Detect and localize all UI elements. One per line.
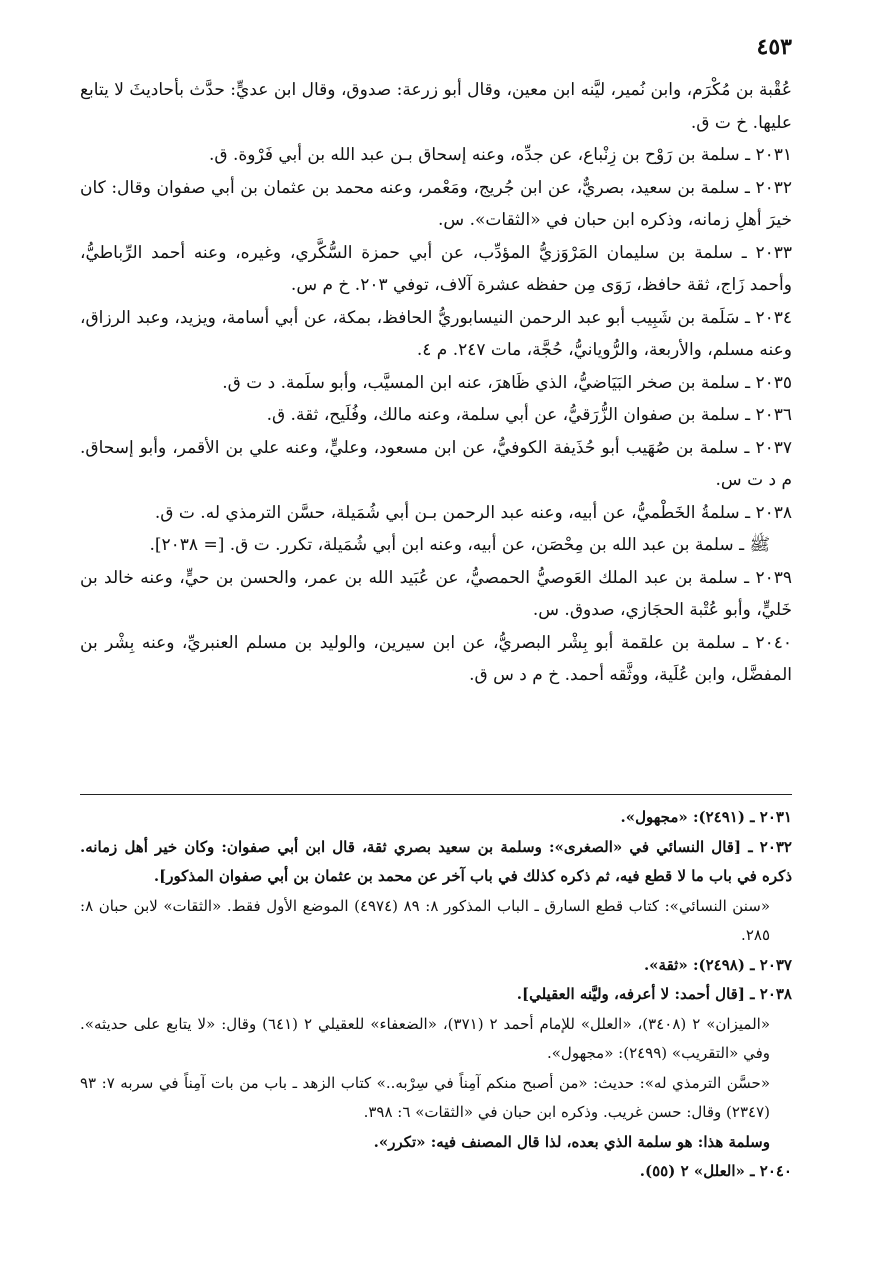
entry-2038: ٢٠٣٨ ـ سلمةُ الخَطْميُّ، عن أبيه، وعنه عبد الرحمن بـن أبي شُمَيلة، حسَّن الترمذي له. ت ق. <box>154 502 792 523</box>
note-2040: ٢٠٤٠ ـ «العلل» ٢ (٥٥). <box>639 1162 792 1180</box>
entry-2035: ٢٠٣٥ ـ سلمة بن صخر البَيَاضيُّ، الذي ظَاهرَ، عنه ابن المسيَّب، وأبو سلَمة. د ت ق. <box>222 372 792 393</box>
note-2038-sources: «الميزان» ٢ (٣٤٠٨)، «العلل» للإمام أحمد ٢ (٣٧١)، «الضعفاء» للعقيلي ٢ (٦٤١) وقال: «لا يتابع على حديثه». وفي «التقريب» (٢٤٩٩): «مجهول». <box>80 1014 770 1062</box>
note-2031: ٢٠٣١ ـ (٢٤٩١): «مجهول». <box>620 808 792 826</box>
entry-2034: ٢٠٣٤ ـ سَلَمة بن شَبِيب أبو عبد الرحمن النيسابوريُّ الحافظ، بمكة، عن أبي أسامة، ويزيد، وعبد الرزاق، وعنه مسلم، والأربعة، والرُّويانيُّ، حُجَّة، مات ٢٤٧. م ٤. <box>80 307 792 360</box>
entry-2038-dup: ﷺ ـ سلمة بن عبد الله بن مِحْصَن، عن أبيه، وعنه ابن أبي شُمَيلة، تكرر. ت ق. [= ٢٠٣٨]. <box>149 535 770 555</box>
note-2038-remark: وسلمة هذا: هو سلمة الذي بعده، لذا قال المصنف فيه: «تكرر». <box>373 1132 770 1151</box>
entry-2039: ٢٠٣٩ ـ سلمة بن عبد الملك العَوصيُّ الحمصيُّ، عن عُبَيد الله بن عمر، والحسن بن حيٍّ، وعنه خالد بن خَليٍّ، وأبو عُتْبة الحجَازي، صدوق. س. <box>80 567 792 620</box>
note-2037: ٢٠٣٧ ـ (٢٤٩٨): «ثقة». <box>643 955 792 974</box>
entry-2036: ٢٠٣٦ ـ سلمة بن صفوان الزُّرَقيُّ، عن أبي سلمة، وعنه مالك، وفُلَيح، ثقة. ق. <box>266 405 792 425</box>
note-2038: ٢٠٣٨ ـ [قال أحمد: لا أعرفه، وليَّنه العقيلي]. <box>516 985 792 1003</box>
main-text <box>80 74 792 692</box>
note-2032-source: «سنن النسائي»: كتاب قطع السارق ـ الباب المذكور ٨: ٨٩ (٤٩٧٤) الموضع الأول فقط. «الثقات» لابن حبان ٨: ٢٨٥. <box>80 896 771 944</box>
entry-continuation: عُقْبة بن مُكْرَم، وابن نُمير، ليَّنه ابن معين، وقال أبو زرعة: صدوق، وقال ابن عديٍّ: حدَّث بأحاديثَ لا يتابع عليها. خ ت ق. <box>80 80 792 133</box>
entry-2037: ٢٠٣٧ ـ سلمة بن صُهَيب أبو حُذَيفة الكوفيُّ، عن ابن مسعود، وعليٍّ، وعنه علي بن الأقمر، وأبو إسحاق. م د ت س. <box>80 437 792 490</box>
entry-2033: ٢٠٣٣ ـ سلمة بن سليمان المَرْوَزيُّ المؤدِّب، عن أبي حمزة السُّكَّري، وغيره، وعنه أحمد الرِّباطيُّ، وأحمد زَاج، ثقة حافظ، رَوَى مِن حفظه عشرة آلاف، توفي ٢٠٣. خ م س. <box>80 242 792 295</box>
note-2038-tirmidhi: «حسَّن الترمذي له»: حديث: «من أصبح منكم آمِناً في سِرْبه..» كتاب الزهد ـ باب من بات آمِناً في سربه ٧: ٩٣ (٢٣٤٧) وقال: حسن غريب. وذكره ابن حبان في «الثقات» ٦: ٣٩٨. <box>80 1073 770 1121</box>
page-number: ٤٥٣ <box>756 34 792 60</box>
entry-2031: ٢٠٣١ ـ سلمة بن رَوْح بن زِنْباع، عن جدِّه، وعنه إسحاق بـن عبد الله بن أبي فَرْوة. ق. <box>208 145 792 165</box>
note-2032: ٢٠٣٢ ـ [قال النسائي في «الصغرى»: وسلمة بن سعيد بصري ثقة، قال ابن أبي صفوان: وكان خير أهل زمانه. ذكره في باب ما لا قطع فيه، ثم ذكره كذلك في باب آخر عن محمد بن عثمان بن أبي صفوان المذكور]. <box>80 837 792 885</box>
entry-2040: ٢٠٤٠ ـ سلمة بن علقمة أبو بِشْر البصريُّ، عن ابن سيرين، والوليد بن مسلم العنبريِّ، وعنه بِشْر بن المفضَّل، وابن عُلَية، ووثَّقه أحمد. خ م د س ق. <box>80 632 792 685</box>
entry-2032: ٢٠٣٢ ـ سلمة بن سعيد، بصريٌّ، عن ابن جُريج، ومَعْمر، وعنه محمد بن عثمان بن أبي صفوان وقال: كان خيرَ أهلِ زمانه، وذكره ابن حبان في «الثقات». س. <box>80 177 792 230</box>
footnotes <box>80 803 792 1187</box>
footnote-divider <box>80 794 792 795</box>
